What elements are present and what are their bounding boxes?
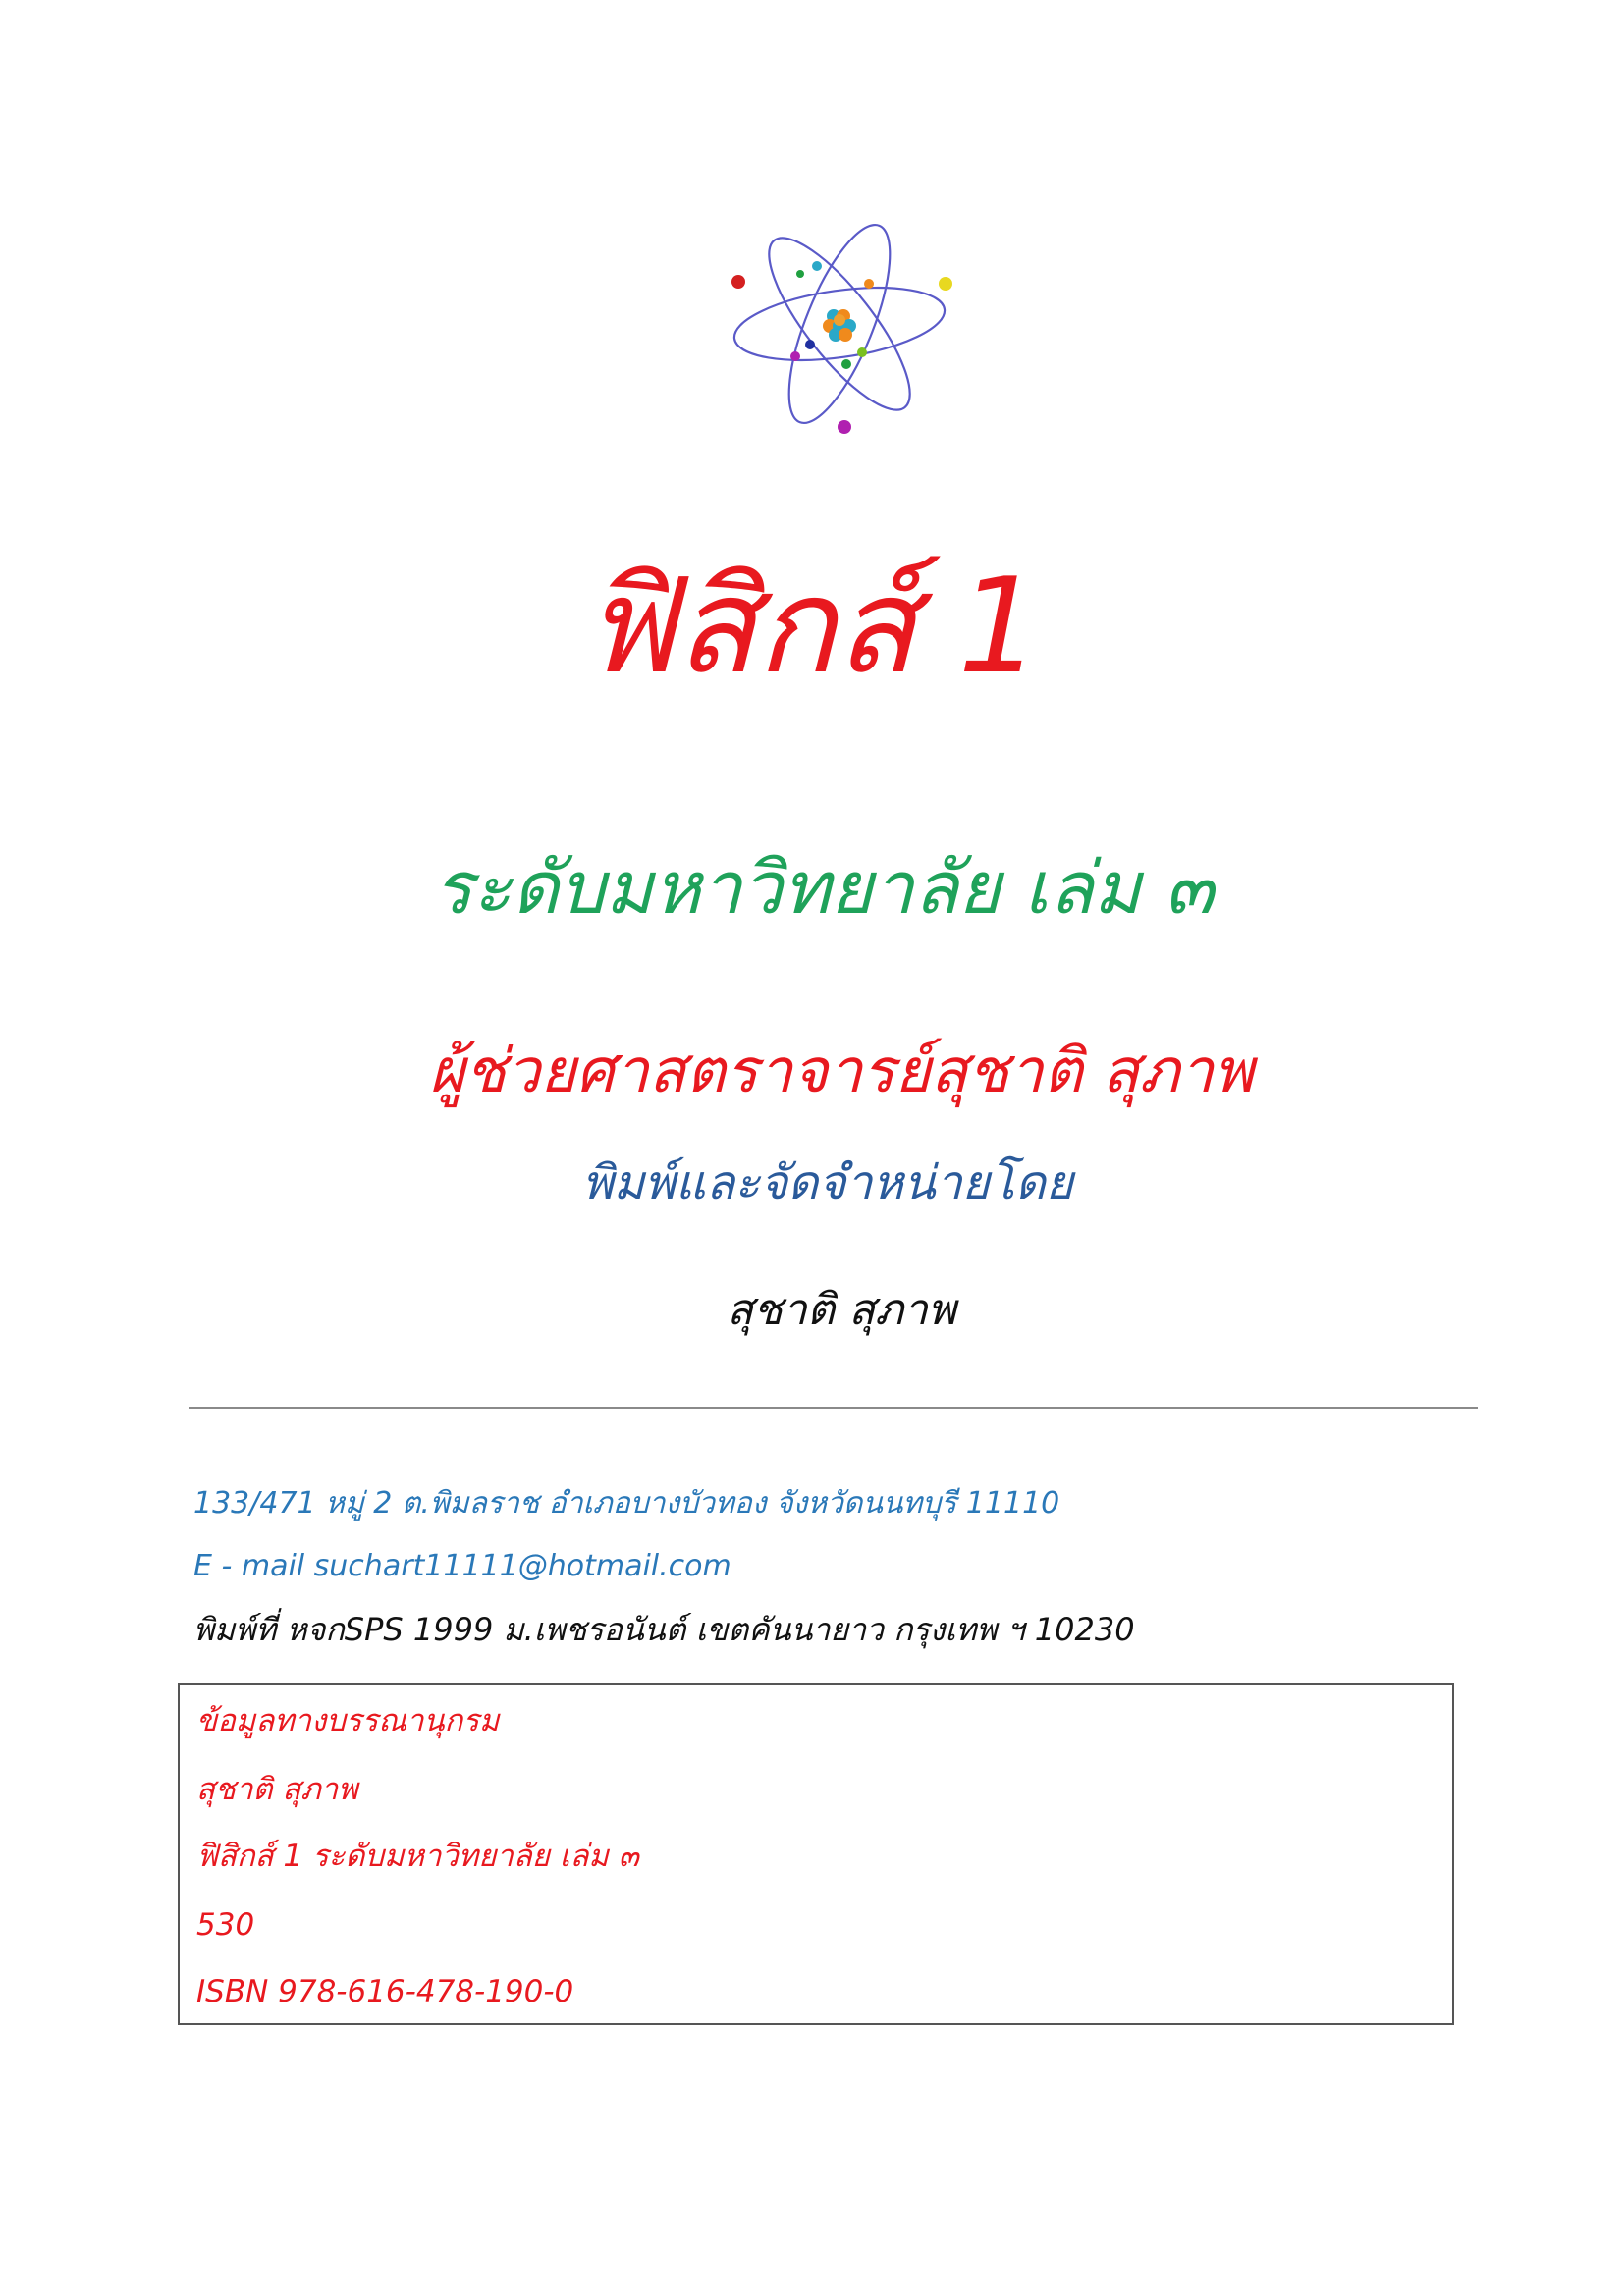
- divider: [189, 1407, 1478, 1409]
- author-name: ผู้ช่วยศาสตราจารย์สุชาติ สุภาพ: [429, 1035, 1254, 1106]
- cataloging-heading: ข้อมูลทางบรรณานุกรม: [196, 1703, 500, 1738]
- publisher-email: E - mail suchart11111@hotmail.com: [193, 1549, 731, 1583]
- cataloging-box: [178, 1683, 1454, 2025]
- atom-icon: [722, 214, 957, 450]
- atom-nucleus: [823, 309, 856, 342]
- publisher-address: 133/471 หมู่ 2 ต.พิมลราช อำเภอบางบัวทอง จังหวัดนนทบุรี 11110: [193, 1486, 1060, 1521]
- cataloging-isbn: ISBN 978-616-478-190-0: [196, 1974, 574, 2009]
- atom-electrons: [731, 261, 952, 434]
- publisher-label: พิมพ์และจัดจำหน่ายโดย: [581, 1155, 1074, 1210]
- cataloging-author: สุชาติ สุภาพ: [196, 1772, 358, 1807]
- printer-info: พิมพ์ที่ หจกSPS 1999 ม.เพชรอนันต์ เขตคันนายาว กรุงเทพ ฯ 10230: [193, 1611, 1135, 1648]
- book-title: ฟิสิกส์ 1: [582, 550, 1042, 703]
- cataloging-title: ฟิสิกส์ 1 ระดับมหาวิทยาลัย เล่ม ๓: [196, 1839, 639, 1874]
- publisher-name: สุชาติ สุภาพ: [727, 1285, 956, 1335]
- book-subtitle: ระดับมหาวิทยาลัย เล่ม ๓: [433, 846, 1215, 931]
- cataloging-classification: 530: [196, 1907, 255, 1943]
